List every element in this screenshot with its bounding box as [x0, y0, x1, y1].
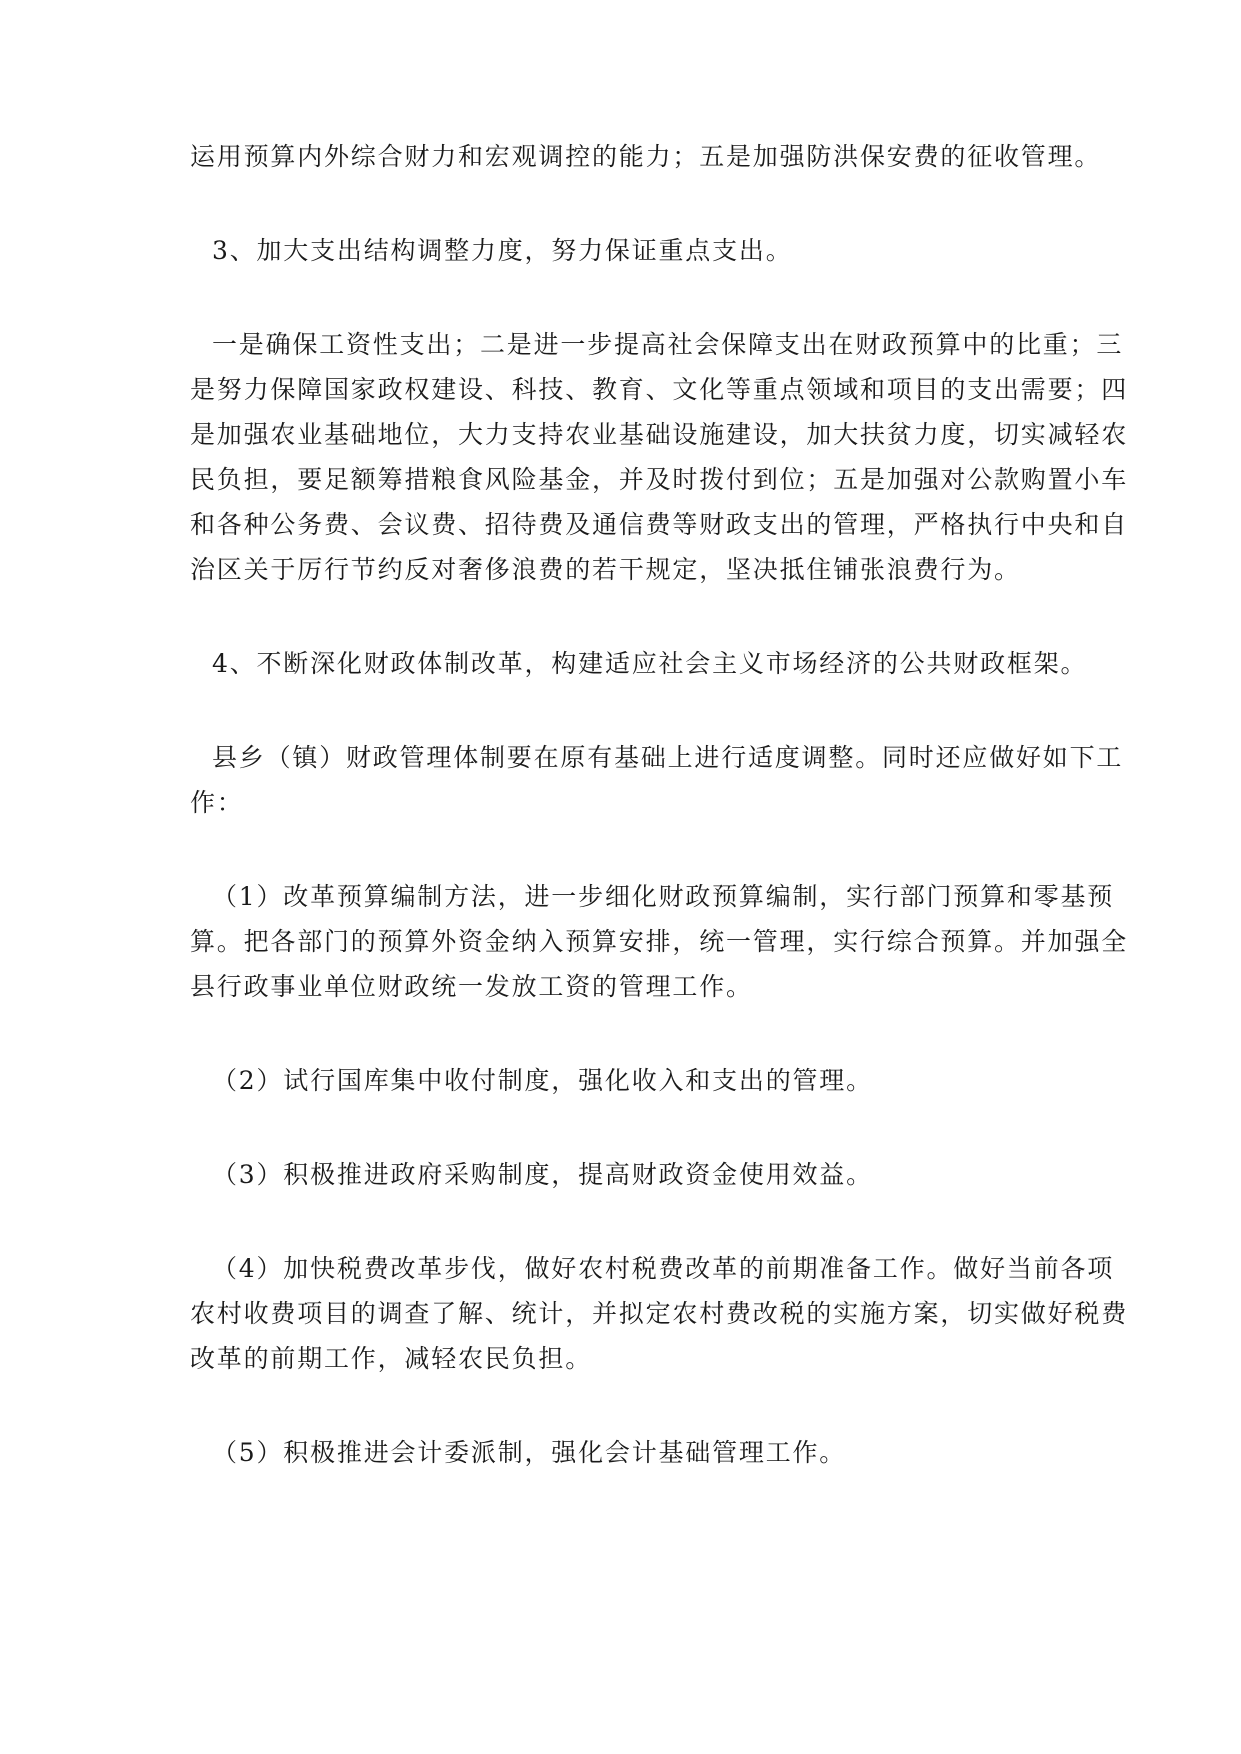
paragraph-line: 是努力保障国家政权建设、科技、教育、文化等重点领域和项目的支出需要；四 [190, 375, 1129, 404]
list-item-line: （2）试行国库集中收付制度，强化收入和支出的管理。 [212, 1066, 873, 1095]
list-item-line: （3）积极推进政府采购制度，提高财政资金使用效益。 [212, 1160, 873, 1189]
list-item-line: 改革的前期工作，减轻农民负担。 [190, 1344, 593, 1373]
paragraph-line: 治区关于厉行节约反对奢侈浪费的若干规定，坚决抵住铺张浪费行为。 [190, 555, 1021, 584]
list-item-line: （5）积极推进会计委派制，强化会计基础管理工作。 [212, 1438, 847, 1467]
paragraph-line: 县乡（镇）财政管理体制要在原有基础上进行适度调整。同时还应做好如下工 [212, 743, 1124, 772]
list-item-line: （1）改革预算编制方法，进一步细化财政预算编制，实行部门预算和零基预 [212, 882, 1115, 911]
paragraph-line: 运用预算内外综合财力和宏观调控的能力；五是加强防洪保安费的征收管理。 [190, 142, 1102, 171]
paragraph-line: 是加强农业基础地位，大力支持农业基础设施建设，加大扶贫力度，切实减轻农 [190, 420, 1129, 449]
paragraph-line: 作： [190, 788, 244, 817]
list-item-line: （4）加快税费改革步伐，做好农村税费改革的前期准备工作。做好当前各项 [212, 1254, 1115, 1283]
list-item-line: 算。把各部门的预算外资金纳入预算安排，统一管理，实行综合预算。并加强全 [190, 927, 1129, 956]
paragraph-line: 和各种公务费、会议费、招待费及通信费等财政支出的管理，严格执行中央和自 [190, 510, 1129, 539]
list-item-line: 县行政事业单位财政统一发放工资的管理工作。 [190, 972, 753, 1001]
section-heading: 4、不断深化财政体制改革，构建适应社会主义市场经济的公共财政框架。 [212, 649, 1088, 678]
paragraph-line: 民负担，要足额筹措粮食风险基金，并及时拨付到位；五是加强对公款购置小车 [190, 465, 1129, 494]
paragraph-line: 一是确保工资性支出；二是进一步提高社会保障支出在财政预算中的比重；三 [212, 330, 1124, 359]
section-heading: 3、加大支出结构调整力度，努力保证重点支出。 [212, 236, 793, 265]
list-item-line: 农村收费项目的调查了解、统计，并拟定农村费改税的实施方案，切实做好税费 [190, 1299, 1129, 1328]
